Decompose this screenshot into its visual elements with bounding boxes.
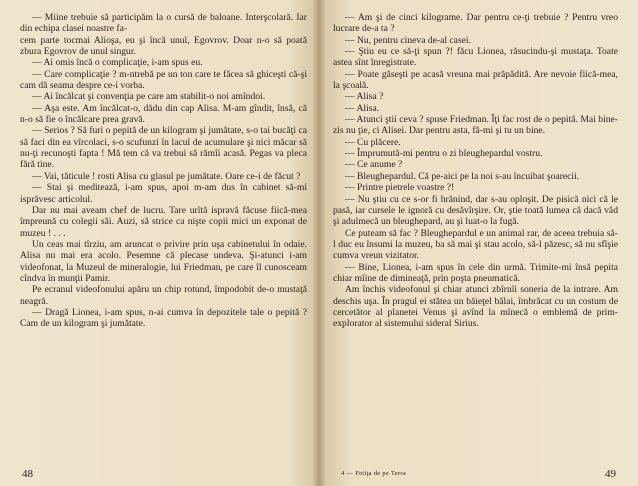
paragraph: — Alisa ?: [345, 91, 384, 103]
right-page-text: [333, 12, 618, 330]
paragraph: — Ştiu eu ce să-ţi spun ?! făcu Lionea, răsucindu-şi mustaţa. Toate astea sînt înregistrate.: [333, 46, 618, 69]
page-number: 48: [22, 468, 33, 480]
paragraph: — Ai încălcat şi convenţia pe care am stabilit-o noi amîndoi.: [32, 91, 266, 103]
paragraph: Pe ecranul videofonului apăru un chip rotund, împodobit de-o mustaţă neagră.: [20, 284, 307, 307]
paragraph: — Care complicaţie ? m-ntrebă pe un ton care te făcea să ghiceşti că-şi cam dă seama despre ce-i vorba.: [20, 68, 307, 92]
paragraph: — Stai şi meditează, i-am spus, apoi m-am dus în cabinet să-mi isprăvesc articolul.: [20, 182, 307, 205]
paragraph: — Ai omis încă o complicaţie, i-am spus eu.: [32, 57, 203, 69]
paragraph: — Dragă Lionea, i-am spus, n-ai cumva în depozitele tale o pepită ? Cam de un kilogram şi jumătate.: [20, 306, 307, 330]
paragraph: — Cu plăcere.: [345, 136, 401, 148]
paragraph: — Alisa.: [345, 102, 380, 114]
paragraph: — Poate găseşti pe acasă vreuna mai prăpădită. Are nevoie fiică-mea, la şcoală.: [333, 68, 618, 92]
paragraph: — Aşa este. Am încălcat-o, dădu din cap Alisa. M-am gîndit, însă, că n-o să fie o încălcare prea gravă.: [20, 102, 307, 126]
paragraph: — Am şi de cinci kilograme. Dar pentru ce-ţi trebuie ? Pentru vreo lucrare de-a ta ?: [333, 12, 618, 35]
paragraph: — Serios ? Să furi o pepită de un kilogram şi jumătate, s-o tai bucăţi ca să faci din ea vîrcolaci, s-o scufunzi în lacul de acumulare şi nici măcar să nu-ţi recunoşti fapta ! Mă tem că va trebui să rămîi acasă. Pegas va pleca fără tine.: [20, 125, 307, 171]
paragraph: — Vai, tăticule ! rosti Alisa cu glasul pe jumătate. Oare ce-i de făcut ?: [32, 170, 301, 182]
paragraph: — Ce anume ?: [345, 159, 403, 171]
paragraph: — Printre pietrele voastre ?!: [345, 182, 455, 194]
paragraph: Am închis videofonul şi chiar atunci zbîrnîi soneria de la intrare. Am deschis uşa. În pragul ei stătea un băieţel bălai, îmbrăcat cu un costum de cercetător al planetei Venus şi avînd la mînecă o emblemă de prim-explorator al sistemului sideral Sirius.: [333, 284, 618, 330]
signature-footnote: 4 — Fetiţa de pe Terra: [341, 470, 407, 477]
paragraph: — Miine trebuie să participăm la o cursă de baloane. Interşcolară. Iar din echipa clasei noastre fa-: [20, 12, 307, 35]
paragraph: Ce puteam să fac ? Bleughepardul e un animal rar, de aceea trebuia să-l duc eu însumi la muzeu, ba să mai şi stau acolo, să-l păzesc, să nu sfîşie cumva vreun vizitator.: [333, 227, 618, 262]
paragraph: Dar nu mai aveam chef de lucru. Tare urîtă ispravă făcuse fiică-mea împreună cu colegii săi. Auzi, să strice ca nişte copii mici un exponat de muzeu ! . . .: [20, 204, 307, 239]
left-page-text: [20, 12, 307, 330]
paragraph: — Împrumută-mi pentru o zi bleughepardul vostru.: [345, 148, 543, 160]
paragraph: — Nu, pentru cineva de-al casei.: [345, 34, 471, 46]
paragraph: — Bine, Lionea, i-am spus în cele din urmă. Trimite-mi însă pepita chiar mîine de dimineaţă, prin poşta pneumatică.: [333, 261, 618, 284]
paragraph: — Atunci ştii ceva ? spuse Friedman. Îţi fac rost de o pepită. Mai bine-zis nu ţie, ci Alisei. Dar pentru asta, fă-mi şi tu un bine.: [333, 114, 618, 137]
right-page: [319, 0, 638, 486]
paragraph: — Bleughepardul. Că pe-aici pe la noi s-au încuibat şoarecii.: [345, 170, 580, 182]
page-number: 49: [605, 468, 616, 480]
paragraph: — Nu ştiu cu ce s-or fi hrănind, dar s-au oploşit. De pisică nici că le pasă, iar cursele le ignoră cu desăvîrşire. Or, ştie toată lumea că dacă văd şi adulmecă un bleughepard, au şi luat-o la fugă.: [333, 193, 618, 228]
paragraph: Un ceas mai tîrziu, am aruncat o privire prin uşa cabinetului în odaie. Alisa nu mai era acolo. Pesemne că plecase undeva. Şi-atunci i-am videofonat, la Muzeul de mineralogie, lui Friedman, pe care îl cunosceam cîndva în munţii Pamir.: [20, 238, 307, 284]
paragraph: cem parte tocmai Alioşa, eu şi încă unul, Egovrov. Doar n-o să poată zbura Egovrov de unul singur.: [20, 34, 307, 58]
